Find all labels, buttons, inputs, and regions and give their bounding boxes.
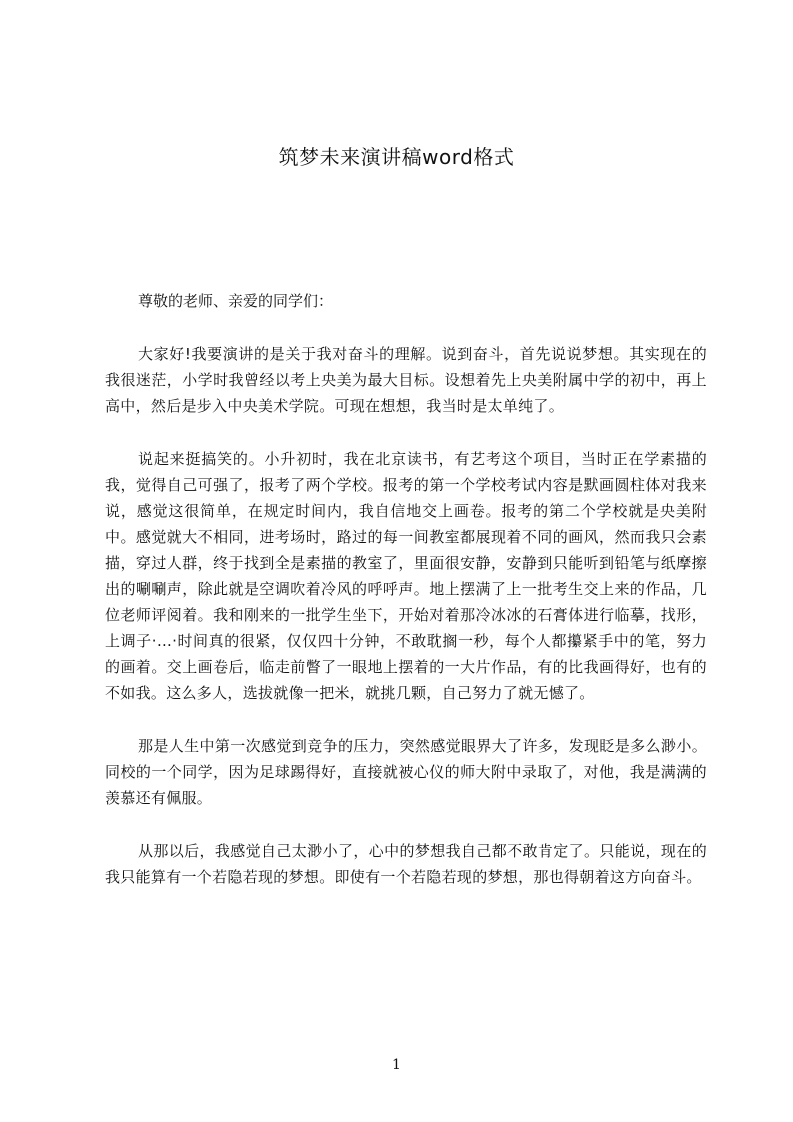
paragraph-3: 那是人生中第一次感觉到竞争的压力，突然感觉眼界大了许多，发现眨是多么渺小。同校的一个同学，因为足球踢得好，直接就被心仪的师大附中录取了，对他，我是满满的羡慕还有佩服。 bbox=[105, 737, 707, 807]
salutation: 尊敬的老师、亲爱的同学们： bbox=[138, 292, 334, 310]
document-title: 筑梦未来演讲稿word格式 bbox=[278, 145, 515, 169]
paragraph-2: 说起来挺搞笑的。小升初时，我在北京读书，有艺考这个项目，当时正在学素描的我，觉得自己可强了，报考了两个学校。报考的第一个学校考试内容是默画圆柱体对我来说，感觉这很简单，在规定时间内，我自信地交上画卷。报考的第二个学校就是央美附中。感觉就大不相同，进考场时，路过的每一间教室都展现着不同的画风，然而我只会素描，穿过人群，终于找到全是素描的教室了，里面很安静，安静到只能听到铅笔与纸摩擦出的唰唰声，除此就是空调吹着冷风的呼呼声。地上摆满了上一批考生交上来的作品，几位老师评阅着。我和刚来的一批学生坐下，开始对着那冷冰冰的石膏体进行临摹，找形，上调子·…·时间真的很紧，仅仅四十分钟，不敢耽搁一秒，每个人都攥紧手中的笔，努力的画着。交上画卷后，临走前瞥了一眼地上摆着的一大片作品，有的比我画得好，也有的不如我。这么多人，选拔就像一把米，就挑几颗，自己努力了就无憾了。 bbox=[105, 450, 707, 702]
paragraph-1: 大家好!我要演讲的是关于我对奋斗的理解。说到奋斗，首先说说梦想。其实现在的我很迷茫，小学时我曾经以考上央美为最大目标。设想着先上央美附属中学的初中，再上高中，然后是步入中央美术学院。可现在想想，我当时是太单纯了。 bbox=[105, 345, 707, 415]
page-number: 1 bbox=[392, 1057, 401, 1073]
paragraph-4: 从那以后，我感觉自己太渺小了，心中的梦想我自己都不敢肯定了。只能说，现在的我只能算有一个若隐若现的梦想。即使有一个若隐若现的梦想，那也得朝着这方向奋斗。 bbox=[105, 842, 707, 886]
document-body bbox=[105, 288, 707, 917]
